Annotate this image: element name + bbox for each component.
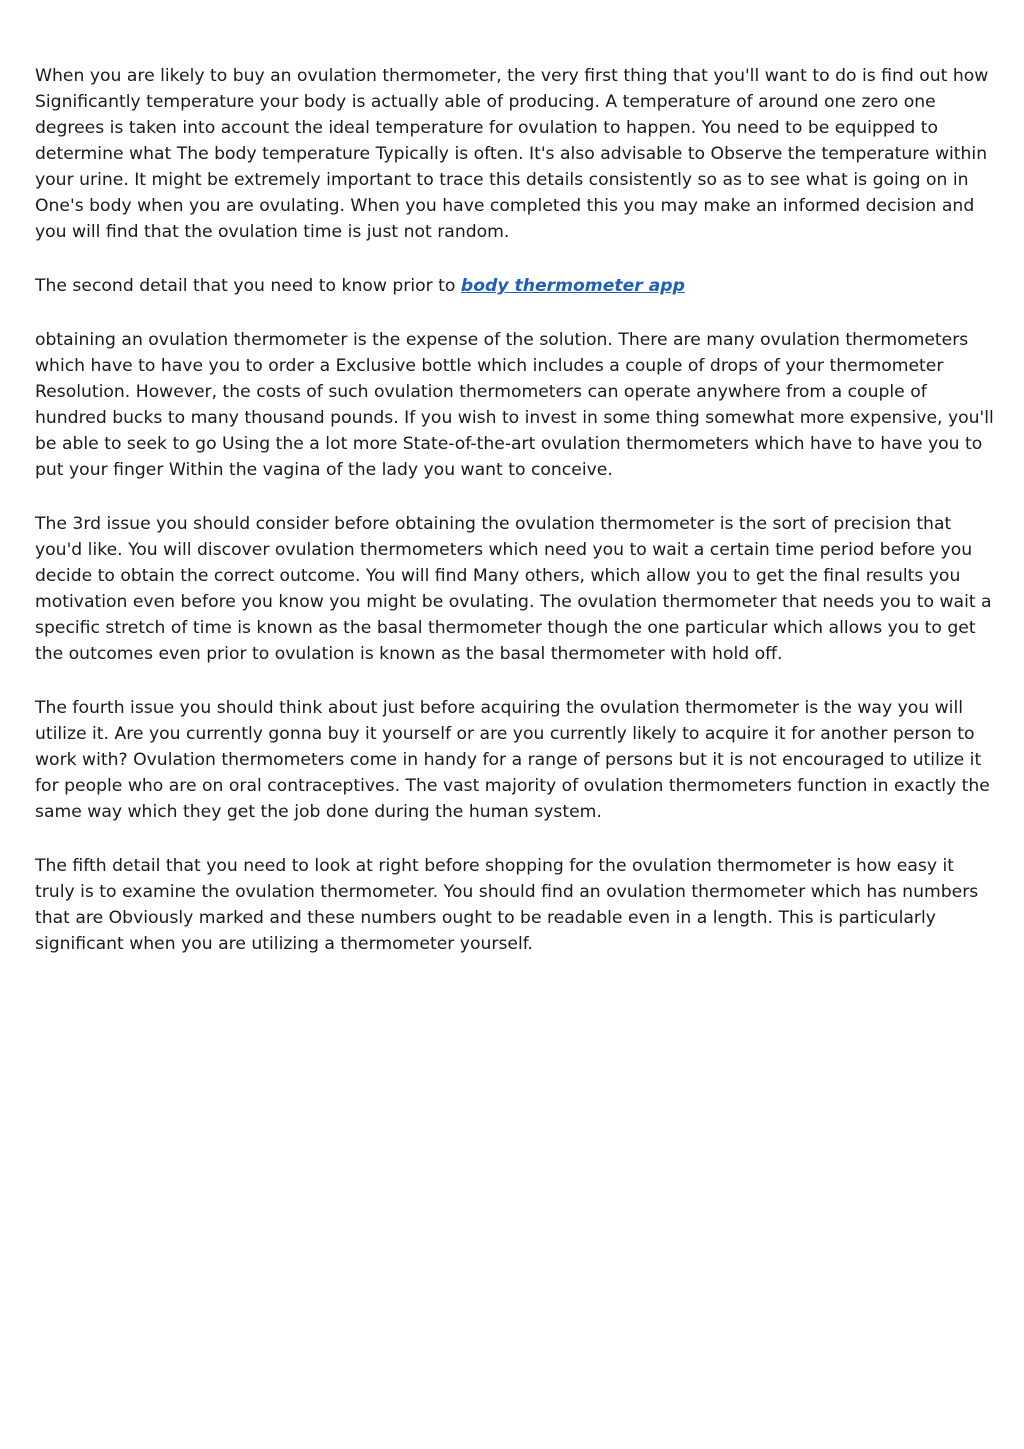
paragraph-5: The fourth issue you should think about just before acquiring the ovulation thermometer is the way you will utilize it. Are you currently gonna buy it yourself or are you currently likely to acquire it for another person to work with? Ovulation thermometers come in handy for a range of persons but it is not encouraged to utilize it for people who are on oral contraceptives. The vast majority of ovulation thermometers function in exactly the same way which they get the job done during the human system. — [35, 698, 990, 822]
paragraph-4: The 3rd issue you should consider before obtaining the ovulation thermometer is the sort of precision that you'd like. You will discover ovulation thermometers which need you to wait a certain time period before you decide to obtain the correct outcome. You will find Many others, which allow you to get the final results you motivation even before you know you might be ovulating. The ovulation thermometer that needs you to wait a specific stretch of time is known as the basal thermometer though the one particular which allows you to get the outcomes even prior to ovulation is known as the basal thermometer with hold off. — [35, 514, 992, 664]
paragraph-2 — [35, 273, 995, 299]
body-thermometer-app-link[interactable]: body thermometer app — [460, 276, 685, 296]
paragraph-1: When you are likely to buy an ovulation thermometer, the very first thing that you'll want to do is find out how Significantly temperature your body is actually able of producing. A temperature of around one zero one degrees is taken into account the ideal temperature for ovulation to happen. You need to be equipped to determine what The body temperature Typically is often. It's also advisable to Observe the temperature within your urine. It might be extremely important to trace this details consistently so as to see what is going on in One's body when you are ovulating. When you have completed this you may make an informed decision and you will find that the ovulation time is just not random. — [35, 66, 989, 242]
paragraph-6: The fifth detail that you need to look at right before shopping for the ovulation thermometer is how easy it truly is to examine the ovulation thermometer. You should find an ovulation thermometer which has numbers that are Obviously marked and these numbers ought to be readable even in a length. This is particularly significant when you are utilizing a thermometer yourself. — [35, 856, 979, 954]
document-body — [35, 63, 995, 985]
paragraph-2-text: The second detail that you need to know prior to — [35, 276, 461, 296]
paragraph-3: obtaining an ovulation thermometer is the expense of the solution. There are many ovulation thermometers which have to have you to order a Exclusive bottle which includes a couple of drops of your thermometer Resolution. However, the costs of such ovulation thermometers can operate anywhere from a couple of hundred bucks to many thousand pounds. If you wish to invest in some thing somewhat more expensive, you'll be able to seek to go Using the a lot more State-of-the-art ovulation thermometers which have to have you to put your finger Within the vagina of the lady you want to conceive. — [35, 330, 994, 480]
